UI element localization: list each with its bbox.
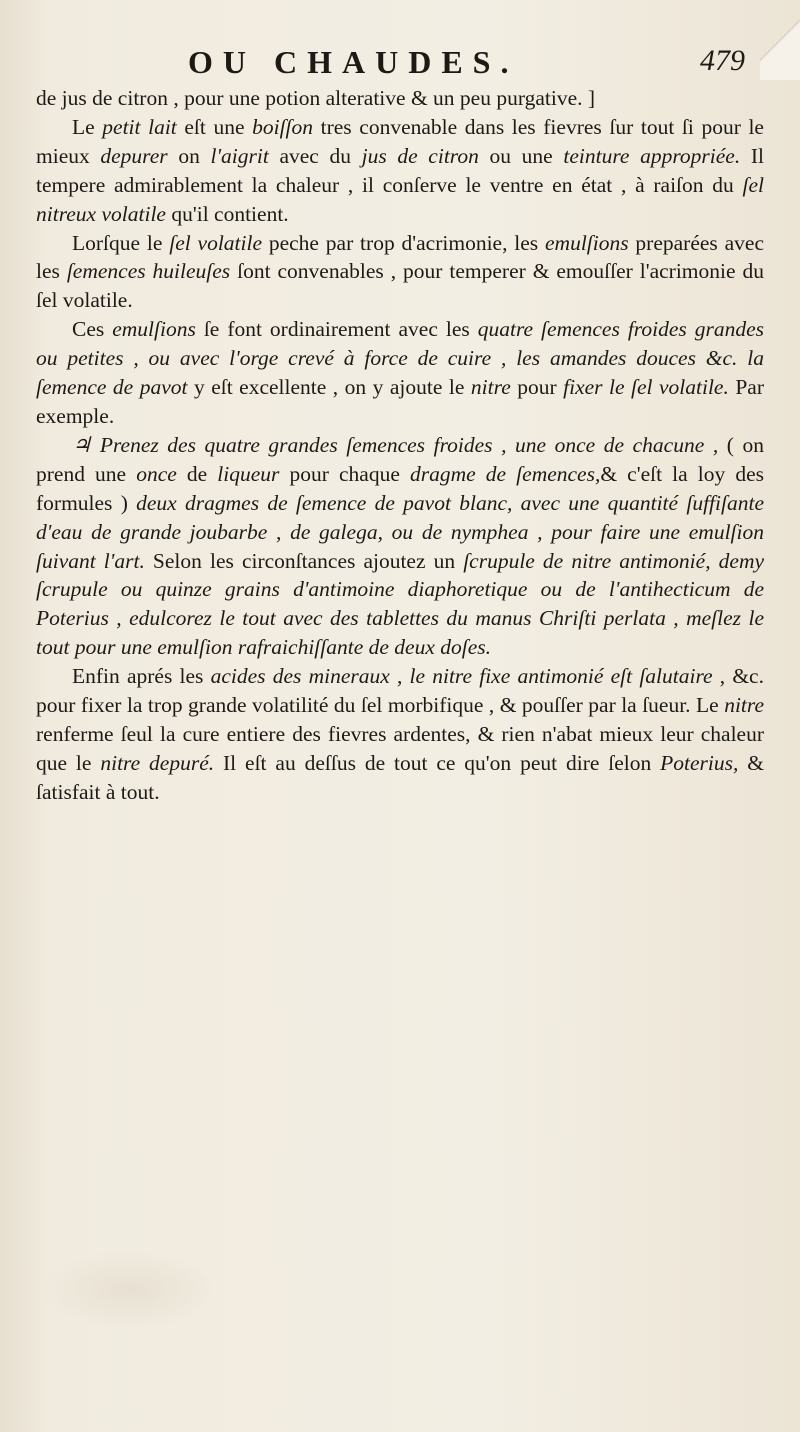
text-run: Par exemple. <box>36 375 765 428</box>
text-run: pour <box>510 375 564 400</box>
text-run: Enfin aprés les <box>72 664 211 689</box>
italic-text: l'aigrit <box>210 143 269 168</box>
text-run: Selon les circonſtances ajoutez un <box>144 548 464 573</box>
text-run: , &c. pour fixer la trop grande volatilité du ſel morbifique , & pouſſer par la ſueur. Le <box>36 664 764 718</box>
italic-text: nitre <box>724 693 764 718</box>
italic-text: Poterius, <box>660 750 739 775</box>
paper-stain <box>40 1250 220 1330</box>
text-run: & c'eſt la loy des formules ) <box>36 461 765 515</box>
text-run: de jus de citron , pour une potion alterative & un peu purgative. ] <box>36 86 596 110</box>
text-run: de <box>176 461 218 486</box>
page-header <box>0 44 800 84</box>
italic-text: ſemences huileuſes <box>66 259 231 284</box>
paragraph <box>36 229 764 316</box>
text-run: renferme ſeul la cure entiere des fievres ardentes, & rien n'abat mieux leur chaleur que le <box>36 721 764 775</box>
italic-text: ♃ Prenez des quatre grandes ſemences froides , une once de chacune , <box>72 432 719 457</box>
italic-text: liqueur <box>217 461 280 486</box>
italic-text: nitre <box>470 375 511 400</box>
text-run: ou une <box>478 143 564 168</box>
text-run: ſe font ordinairement avec les <box>195 317 478 342</box>
text-run: peche par trop d'acrimonie, les <box>262 230 545 255</box>
text-run: Le <box>72 114 103 139</box>
italic-text: depurer <box>100 143 168 168</box>
paragraph <box>36 315 764 431</box>
italic-text: quatre ſemences froides grandes ou petites , ou avec l'orge crevé à force de cuire , les amandes douces &c. la ſemence de pavot <box>36 317 764 400</box>
text-run: on <box>167 143 211 168</box>
running-title: OU CHAUDES. <box>188 44 519 80</box>
text-run: eſt une <box>176 114 253 139</box>
italic-text: petit lait <box>102 114 177 139</box>
italic-text: nitre depuré. <box>100 750 215 775</box>
paragraph <box>36 431 764 662</box>
italic-text: jus de citron <box>361 143 479 168</box>
italic-text: ſel volatile <box>169 230 263 255</box>
italic-text: emulſions <box>112 317 196 342</box>
text-run: ſont convenables , pour temperer & emouſſer l'acrimonie du ſel volatile. <box>36 259 764 313</box>
text-run: Il eſt au deſſus de tout ce qu'on peut dire ſelon <box>214 750 661 775</box>
text-run: y eſt excellente , on y ajoute le <box>187 375 471 400</box>
text-run: ( on prend une <box>36 432 764 486</box>
body-text <box>36 84 764 807</box>
italic-text: acides des mineraux , le nitre fixe antimonié eſt ſalutaire <box>210 664 713 689</box>
text-run: Lorſque le <box>72 230 170 255</box>
page-number: 479 <box>700 44 745 77</box>
text-run: preparées avec les <box>36 230 764 284</box>
italic-text: deux dragmes de ſemence de pavot blanc, avec une quantité ſuffiſante d'eau de grande joubarbe , de galega, ou de nymphea , pour faire une emulſion ſuivant l'art. <box>36 490 764 573</box>
italic-text: once <box>136 461 177 486</box>
text-run: Il tempere admirablement la chaleur , il conſerve le ventre en état , à raiſon du <box>36 143 764 197</box>
paragraph <box>36 662 764 807</box>
italic-text: ſcrupule de nitre antimonié, demy ſcrupule ou quinze grains d'antimoine diaphoretique ou de l'antihecticum de Poterius , edulcorez le tout avec des tablettes du manus Chriſti perlata , meſlez le tout pour une emulſion rafraichiſſante de deux doſes. <box>36 548 765 660</box>
text-run: qu'il contient. <box>165 201 289 226</box>
paragraph <box>36 113 764 229</box>
paragraph <box>36 84 764 113</box>
italic-text: dragme de ſemences, <box>410 461 601 486</box>
text-run: avec du <box>268 143 362 168</box>
italic-text: boiſſon <box>252 114 314 139</box>
italic-text: fixer le ſel volatile. <box>563 375 729 400</box>
text-run: Ces <box>72 317 113 342</box>
text-run: pour chaque <box>279 461 410 486</box>
text-run: tres convenable dans les fievres ſur tout ſi pour le mieux <box>36 114 764 168</box>
italic-text: emulſions <box>545 230 629 255</box>
text-run: & ſatisfait à tout. <box>36 750 764 804</box>
italic-text: teinture appropriée. <box>563 143 741 168</box>
italic-text: ſel nitreux volatile <box>36 172 764 226</box>
